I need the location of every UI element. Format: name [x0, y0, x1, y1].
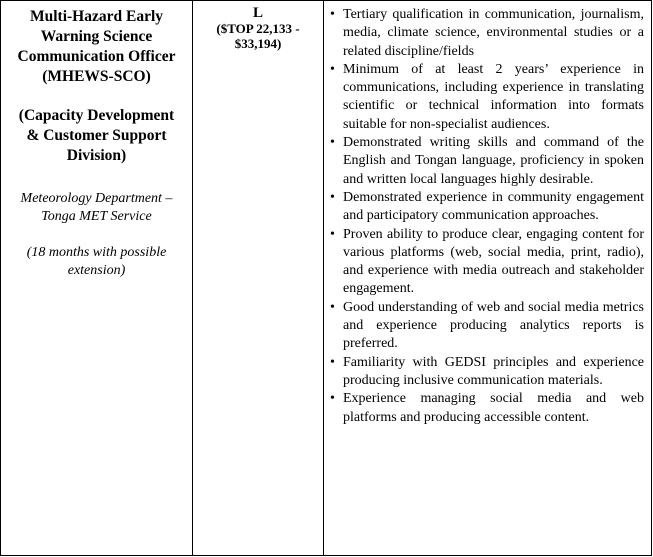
position-title-line: Multi-Hazard Early	[29, 8, 164, 25]
position-title-line: (MHEWS-SCO)	[42, 68, 151, 85]
term-line: (18 months with possible	[26, 245, 167, 260]
division-line: (Capacity Development	[18, 107, 175, 124]
department-line: Tonga MET Service	[41, 209, 152, 224]
contract-term	[5, 244, 188, 280]
position-cell	[1, 1, 193, 556]
position-title-line: Communication Officer	[17, 48, 176, 65]
division-line: Division)	[66, 147, 127, 164]
requirements-list	[330, 6, 644, 427]
term-line: extension)	[67, 263, 126, 278]
division-line: & Customer Support	[26, 127, 167, 144]
department-name	[5, 190, 188, 226]
requirement-item: • Experience managing social media and web platforms and producing accessible content.	[330, 390, 644, 427]
requirement-item: • Demonstrated experience in community engagement and participatory communication approaches.	[330, 189, 644, 226]
requirement-item: • Tertiary qualification in communication, journalism, media, climate science, environmental studies or a related discipline/fields	[330, 6, 644, 61]
salary-range	[195, 21, 321, 51]
position-title-line: Warning Science	[40, 28, 153, 45]
salary-line: $33,194)	[234, 36, 282, 51]
requirement-item: • Minimum of at least 2 years’ experience in communications, including experience in translating scientific or technical information into formats suitable for non-specialist audiences.	[330, 61, 644, 134]
position-row	[1, 1, 652, 556]
level-grade: L	[252, 5, 263, 21]
salary-line: ($TOP 22,133 -	[216, 21, 300, 36]
requirement-item: • Demonstrated writing skills and command of the English and Tongan language, proficiency in spoken and written local languages highly desirable.	[330, 134, 644, 189]
position-title	[5, 7, 188, 87]
requirement-item: • Proven ability to produce clear, engaging content for various platforms (web, social media, print, radio), and experience with media outreach and stakeholder engagement.	[330, 226, 644, 299]
level-cell	[193, 1, 324, 556]
requirement-item: • Familiarity with GEDSI principles and experience producing inclusive communication materials.	[330, 354, 644, 391]
department-line: Meteorology Department –	[20, 191, 173, 206]
division-name	[5, 106, 188, 166]
requirement-item: • Good understanding of web and social media metrics and experience producing analytics reports is preferred.	[330, 299, 644, 354]
requirements-cell	[324, 1, 652, 556]
